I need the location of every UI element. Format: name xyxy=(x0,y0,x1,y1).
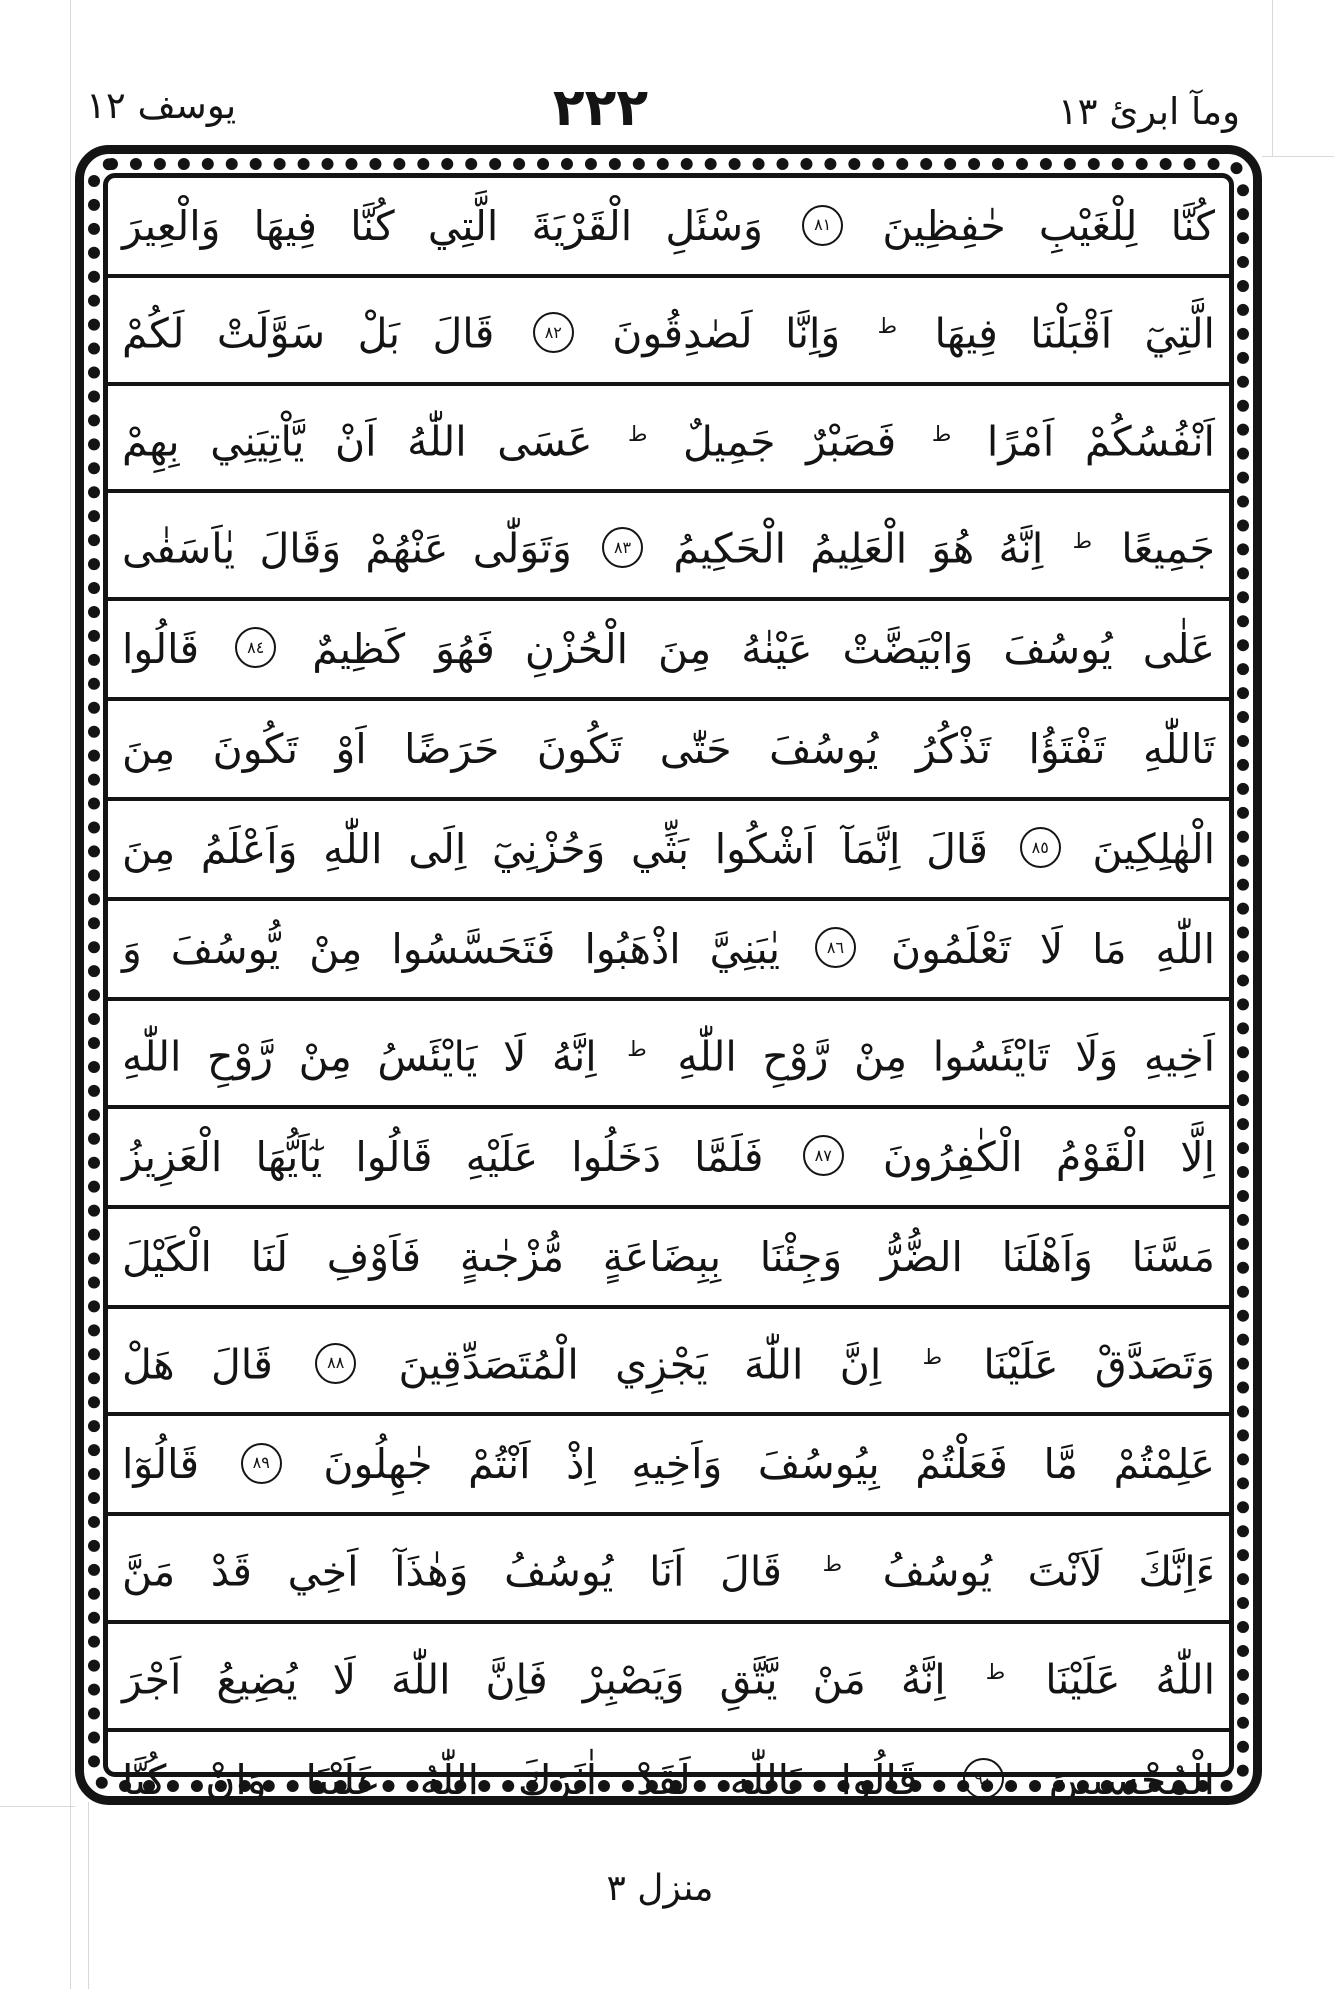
juz-name-label: ومآ ابرئ ١٣ xyxy=(1057,90,1240,133)
quran-line xyxy=(108,382,1229,490)
ayah-text: يٰبَنِيَّ اذْهَبُوا فَتَحَسَّسُوا مِنْ يُّوسُفَ وَ xyxy=(122,924,780,973)
waqf-sign: ط xyxy=(931,421,952,446)
ayah-text: ءَاِنَّكَ لَاَنْتَ يُوسُفُ xyxy=(882,1547,1215,1596)
surah-name-label: يوسف ١٢ xyxy=(86,84,237,127)
top-right-scan-line-vertical xyxy=(1272,0,1273,156)
ayah-text: اِنَّهُ لَا يَايْئَسُ مِنْ رَّوْحِ اللّٰهِ xyxy=(122,1032,597,1081)
ayah-marker: ٨٢ xyxy=(533,312,574,353)
quran-line xyxy=(108,1412,1229,1512)
ayah-text: عَسَى اللّٰهُ اَنْ يَّاْتِيَنِي بِهِمْ xyxy=(122,417,593,466)
ayah-text: قَالُوا تَاللّٰهِ لَقَدْ اٰثَرَكَ اللّٰهُ عَلَيْنَا وَاِنْ كُنَّا xyxy=(122,1755,918,1804)
quran-line xyxy=(108,489,1229,597)
ayah-text: وَتَوَلّٰى عَنْهُمْ وَقَالَ يٰاَسَفٰى xyxy=(122,524,572,573)
quran-line xyxy=(108,797,1229,897)
ayah-text: كُنَّا لِلْغَيْبِ حٰفِظِينَ xyxy=(882,202,1215,250)
ayah-text: اَخِيهِ وَلَا تَايْئَسُوا مِنْ رَّوْحِ اللّٰهِ xyxy=(677,1032,1215,1081)
ayah-marker: ٨١ xyxy=(802,205,843,246)
quran-line xyxy=(108,178,1229,274)
waqf-sign: ط xyxy=(627,1036,647,1061)
waqf-sign: ط xyxy=(822,1552,842,1577)
ayah-text: وَسْئَلِ الْقَرْيَةَ الَّتِي كُنَّا فِيهَا وَالْعِيرَ xyxy=(122,202,763,250)
ayah-text: اللّٰهِ مَا لَا تَعْلَمُونَ xyxy=(891,924,1215,973)
ayah-text: اِنَّ اللّٰهَ يَجْزِي الْمُتَصَدِّقِينَ xyxy=(398,1340,882,1389)
ayah-text: جَمِيعًا xyxy=(1121,524,1215,573)
ayah-text: قَالَ اَنَا يُوسُفُ وَهٰذَآ اَخِي قَدْ مَنَّ xyxy=(122,1547,782,1596)
ayah-text: فَصَبْرٌ جَمِيلٌ xyxy=(683,417,897,466)
ayah-marker: ٩٠ xyxy=(963,1758,1004,1799)
ayah-text: قَالَ بَلْ سَوَّلَتْ لَكُمْ xyxy=(122,309,495,358)
ayah-marker: ٨٨ xyxy=(315,1343,356,1384)
quran-line xyxy=(108,997,1229,1105)
ayah-text: عَلِمْتُمْ مَّا فَعَلْتُمْ بِيُوسُفَ وَاَخِيهِ اِذْ اَنْتُمْ جٰهِلُونَ xyxy=(323,1440,1215,1489)
ayah-text: عَلٰى يُوسُفَ وَابْيَضَّتْ عَيْنٰهُ مِنَ الْحُزْنِ فَهُوَ كَظِيمٌ xyxy=(312,624,1215,673)
ayah-text: الْهٰلِكِينَ xyxy=(1092,824,1215,873)
ayah-marker: ٨٦ xyxy=(815,927,856,968)
quran-line xyxy=(108,1512,1229,1620)
quran-line xyxy=(108,1620,1229,1728)
quran-line xyxy=(108,274,1229,382)
ayah-text: وَاِنَّا لَصٰدِقُونَ xyxy=(612,309,841,358)
waqf-sign: ط xyxy=(922,1344,942,1369)
ayah-text: قَالَ اِنَّمَآ اَشْكُوا بَثِّي وَحُزْنِيٓ اِلَى اللّٰهِ وَاَعْلَمُ مِنَ xyxy=(122,824,988,873)
decorative-border-outer xyxy=(75,145,1262,1805)
waqf-sign: ط xyxy=(1072,529,1092,554)
quran-line xyxy=(108,1728,1229,1828)
waqf-sign: ط xyxy=(628,421,648,446)
waqf-sign: ط xyxy=(877,314,898,338)
ayah-marker: ٨٣ xyxy=(602,527,643,568)
bottom-left-scan-line-vertical xyxy=(88,1802,89,1989)
manzil-label: منزل ٣ xyxy=(606,1868,714,1909)
quran-line xyxy=(108,697,1229,797)
ayah-marker: ٨٤ xyxy=(235,627,276,668)
decorative-border-beads xyxy=(88,158,1249,1804)
page-number: ٢٢٢ xyxy=(552,78,649,138)
bottom-left-scan-line-horizontal xyxy=(0,1806,75,1807)
ayah-text: تَاللّٰهِ تَفْتَؤُا تَذْكُرُ يُوسُفَ حَتّٰى تَكُونَ حَرَضًا اَوْ تَكُونَ مِنَ xyxy=(122,724,1215,773)
quran-line xyxy=(108,897,1229,997)
top-right-scan-line-horizontal xyxy=(1262,156,1334,157)
ayah-text: الَّتِيٓ اَقْبَلْنَا فِيهَا xyxy=(934,309,1215,358)
ayah-text: قَالُوٓا xyxy=(122,1440,200,1489)
ayah-text: وَتَصَدَّقْ عَلَيْنَا xyxy=(983,1340,1215,1389)
quran-line xyxy=(108,1105,1229,1205)
quran-line xyxy=(108,1205,1229,1305)
ayah-text: اِنَّهُ هُوَ الْعَلِيمُ الْحَكِيمُ xyxy=(673,524,1044,573)
left-margin-scan-line xyxy=(70,0,71,1989)
quran-line xyxy=(108,597,1229,697)
ayah-marker: ٨٥ xyxy=(1020,827,1061,868)
ayah-marker: ٨٧ xyxy=(803,1135,844,1176)
ayah-text: مَسَّنَا وَاَهْلَنَا الضُّرُّ وَجِئْنَا بِبِضَاعَةٍ مُّزْجٰىةٍ فَاَوْفِ لَنَا الْكَيْلَ xyxy=(122,1232,1215,1281)
ayah-text: اِلَّا الْقَوْمُ الْكٰفِرُونَ xyxy=(882,1132,1215,1181)
ayah-marker: ٨٩ xyxy=(241,1443,282,1484)
ayah-text: قَالُوا xyxy=(122,624,200,673)
quran-line xyxy=(108,1305,1229,1413)
ayah-text: اللّٰهُ عَلَيْنَا xyxy=(1045,1655,1215,1704)
ayah-text: فَلَمَّا دَخَلُوا عَلَيْهِ قَالُوا يٰٓاَيُّهَا الْعَزِيزُ xyxy=(122,1132,764,1181)
ayah-text: قَالَ هَلْ xyxy=(122,1340,273,1389)
ayah-text: اِنَّهُ مَنْ يَّتَّقِ وَيَصْبِرْ فَاِنَّ اللّٰهَ لَا يُضِيعُ اَجْرَ xyxy=(122,1655,946,1704)
ayah-text: الْمُحْسِنِينَ xyxy=(1048,1755,1215,1804)
ayah-text: اَنْفُسُكُمْ اَمْرًا xyxy=(986,417,1215,466)
quran-text-block xyxy=(103,173,1234,1804)
waqf-sign: ط xyxy=(985,1659,1006,1684)
